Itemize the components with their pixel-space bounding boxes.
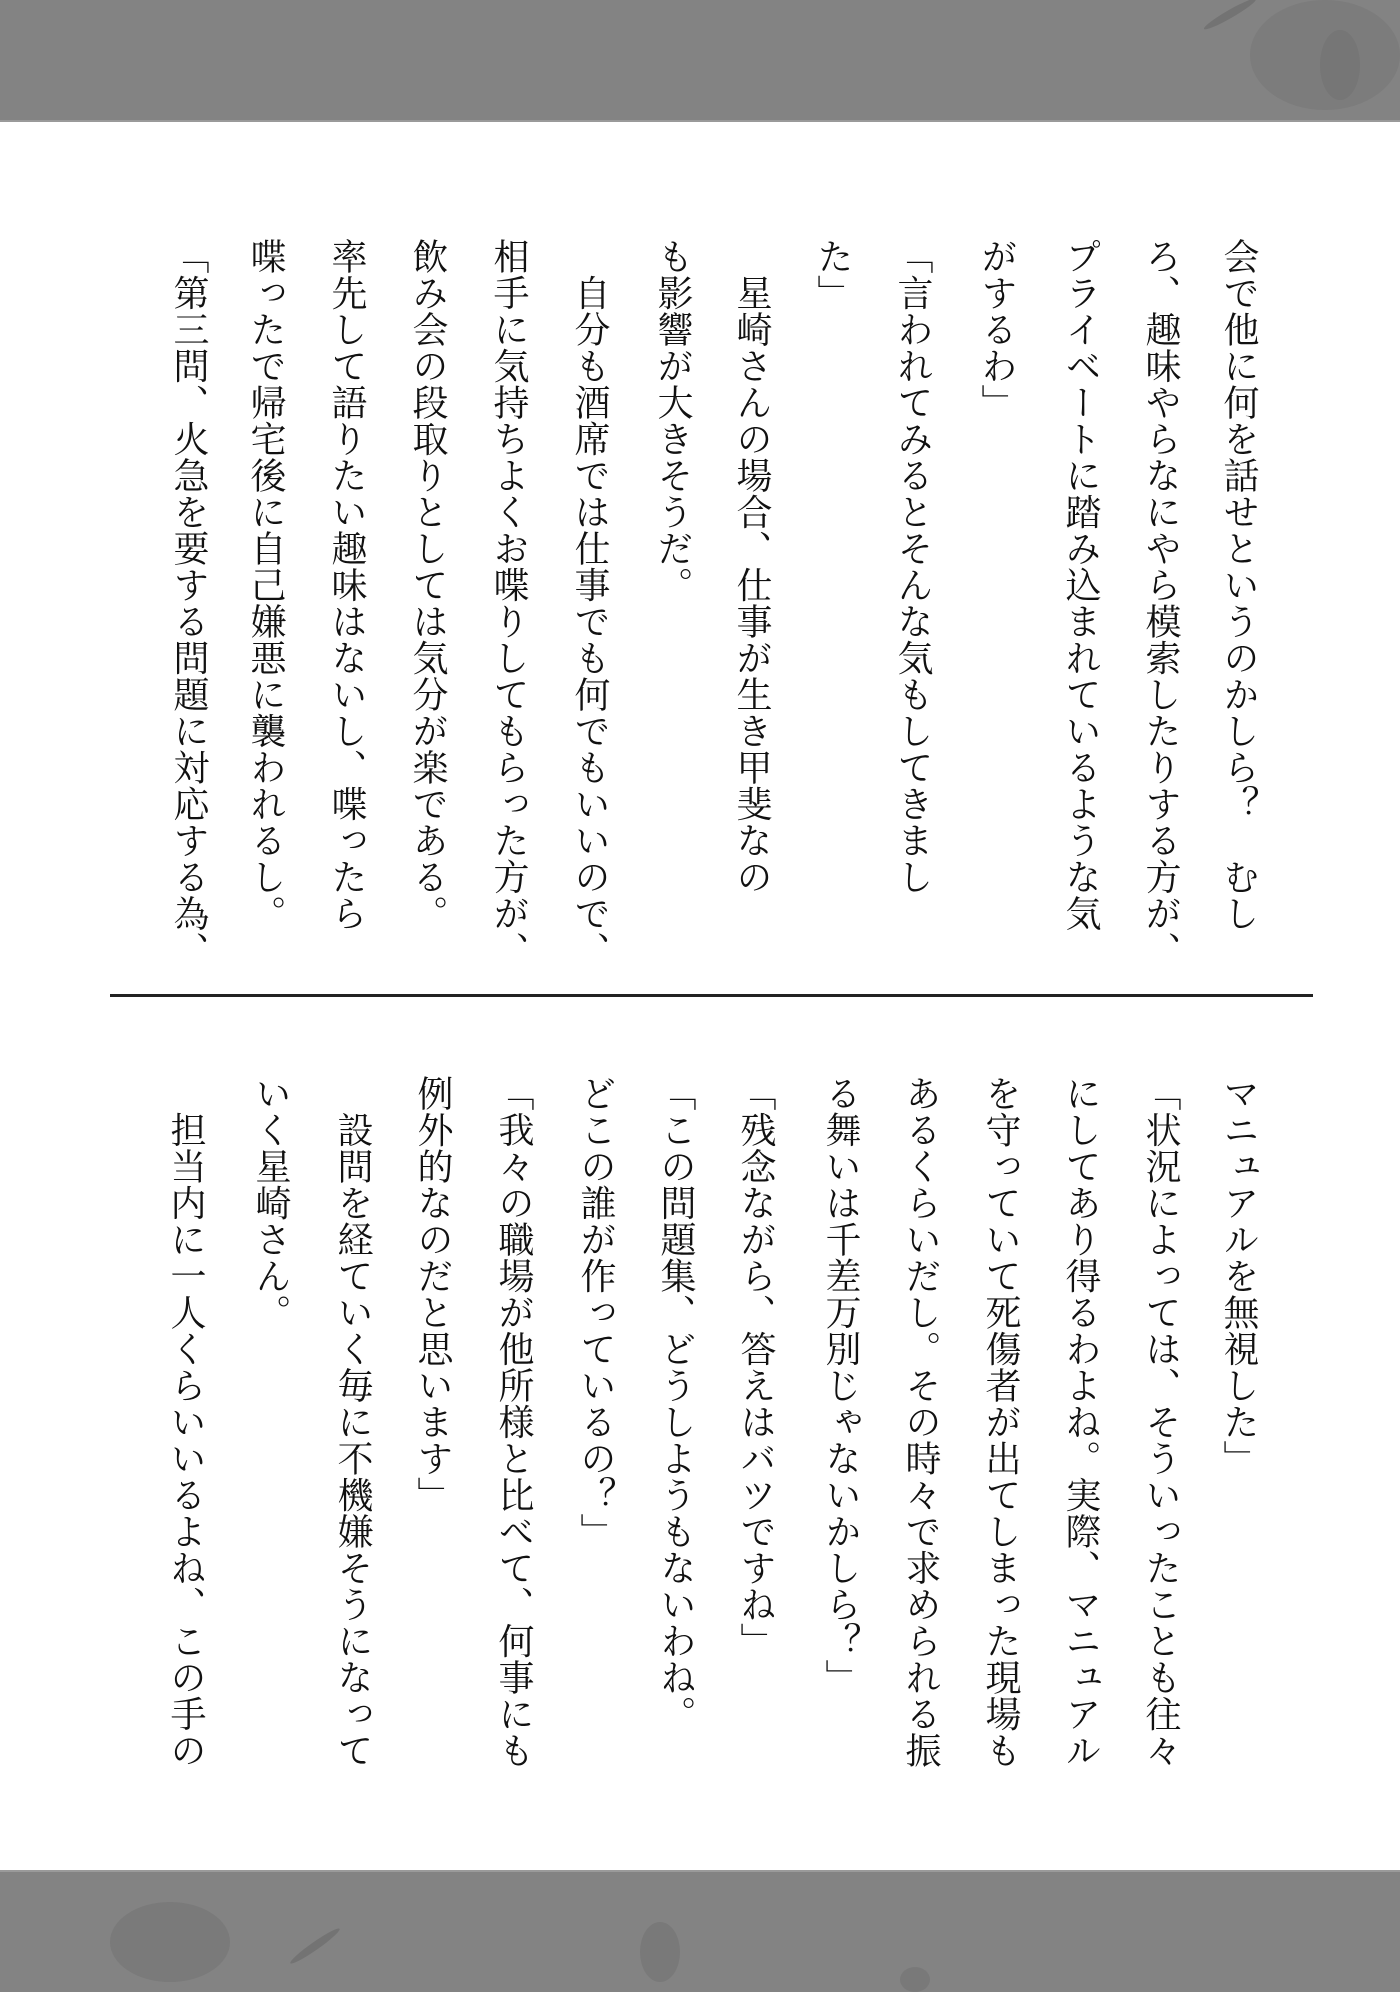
section-divider	[110, 994, 1313, 997]
text-line: 会で他に何を話せというのかしら？ むし	[1218, 238, 1259, 932]
grunge-texture	[1202, 0, 1258, 32]
text-line: 担当内に一人くらいいるよね、この手の	[165, 1075, 206, 1769]
bottom-decorative-band	[0, 1870, 1400, 1992]
text-line: 喋ったで帰宅後に自己嫌悪に襲われるし。	[245, 238, 286, 932]
text-line: 設問を経ていく毎に不機嫌そうになって	[332, 1075, 373, 1769]
text-line: がするわ」	[976, 238, 1017, 421]
text-line: 「残念ながら、答えはバツですね」	[735, 1075, 776, 1659]
text-line: を守っていて死傷者が出てしまった現場も	[980, 1075, 1021, 1769]
text-line: る舞いは千差万別じゃないかしら？」	[820, 1075, 861, 1696]
text-line: あるくらいだし。その時々で求められる振	[900, 1075, 941, 1769]
text-line: 相手に気持ちよくお喋りしてもらった方が、	[488, 238, 529, 968]
text-line: た」	[812, 238, 853, 311]
text-line: 「言われてみるとそんな気もしてきまし	[892, 238, 933, 895]
text-line: 星崎さんの場合、仕事が生き甲斐なの	[731, 238, 772, 895]
grunge-texture	[288, 1926, 342, 1967]
text-line: どこの誰が作っているの？」	[575, 1075, 616, 1550]
text-line: 率先して語りたい趣味はないし、喋ったら	[326, 238, 367, 932]
text-line: 「我々の職場が他所様と比べて、何事にも	[493, 1075, 534, 1769]
grunge-texture	[900, 1967, 930, 1992]
text-line: 例外的なのだと思います」	[412, 1075, 453, 1513]
text-line: 「この問題集、どうしようもないわね。	[655, 1075, 696, 1732]
top-decorative-band	[0, 0, 1400, 122]
text-line: も影響が大きそうだ。	[652, 238, 693, 603]
text-line: ろ、趣味やらなにやら模索したりする方が、	[1140, 238, 1181, 968]
grunge-texture	[640, 1922, 680, 1982]
text-line: 「第三問、火急を要する問題に対応する為、	[168, 238, 209, 968]
text-line: いく星崎さん。	[250, 1075, 291, 1331]
text-line: マニュアルを無視した」	[1218, 1075, 1259, 1477]
text-line: プライベートに踏み込まれているような気	[1060, 238, 1101, 932]
text-line: 「状況によっては、そういったことも往々	[1140, 1075, 1181, 1769]
grunge-texture	[110, 1902, 230, 1982]
text-line: 自分も酒席では仕事でも何でもいいので、	[569, 238, 610, 968]
grunge-texture	[1320, 30, 1360, 100]
text-line: 飲み会の段取りとしては気分が楽である。	[407, 238, 448, 932]
text-line: にしてあり得るわよね。実際、マニュアル	[1060, 1075, 1101, 1769]
